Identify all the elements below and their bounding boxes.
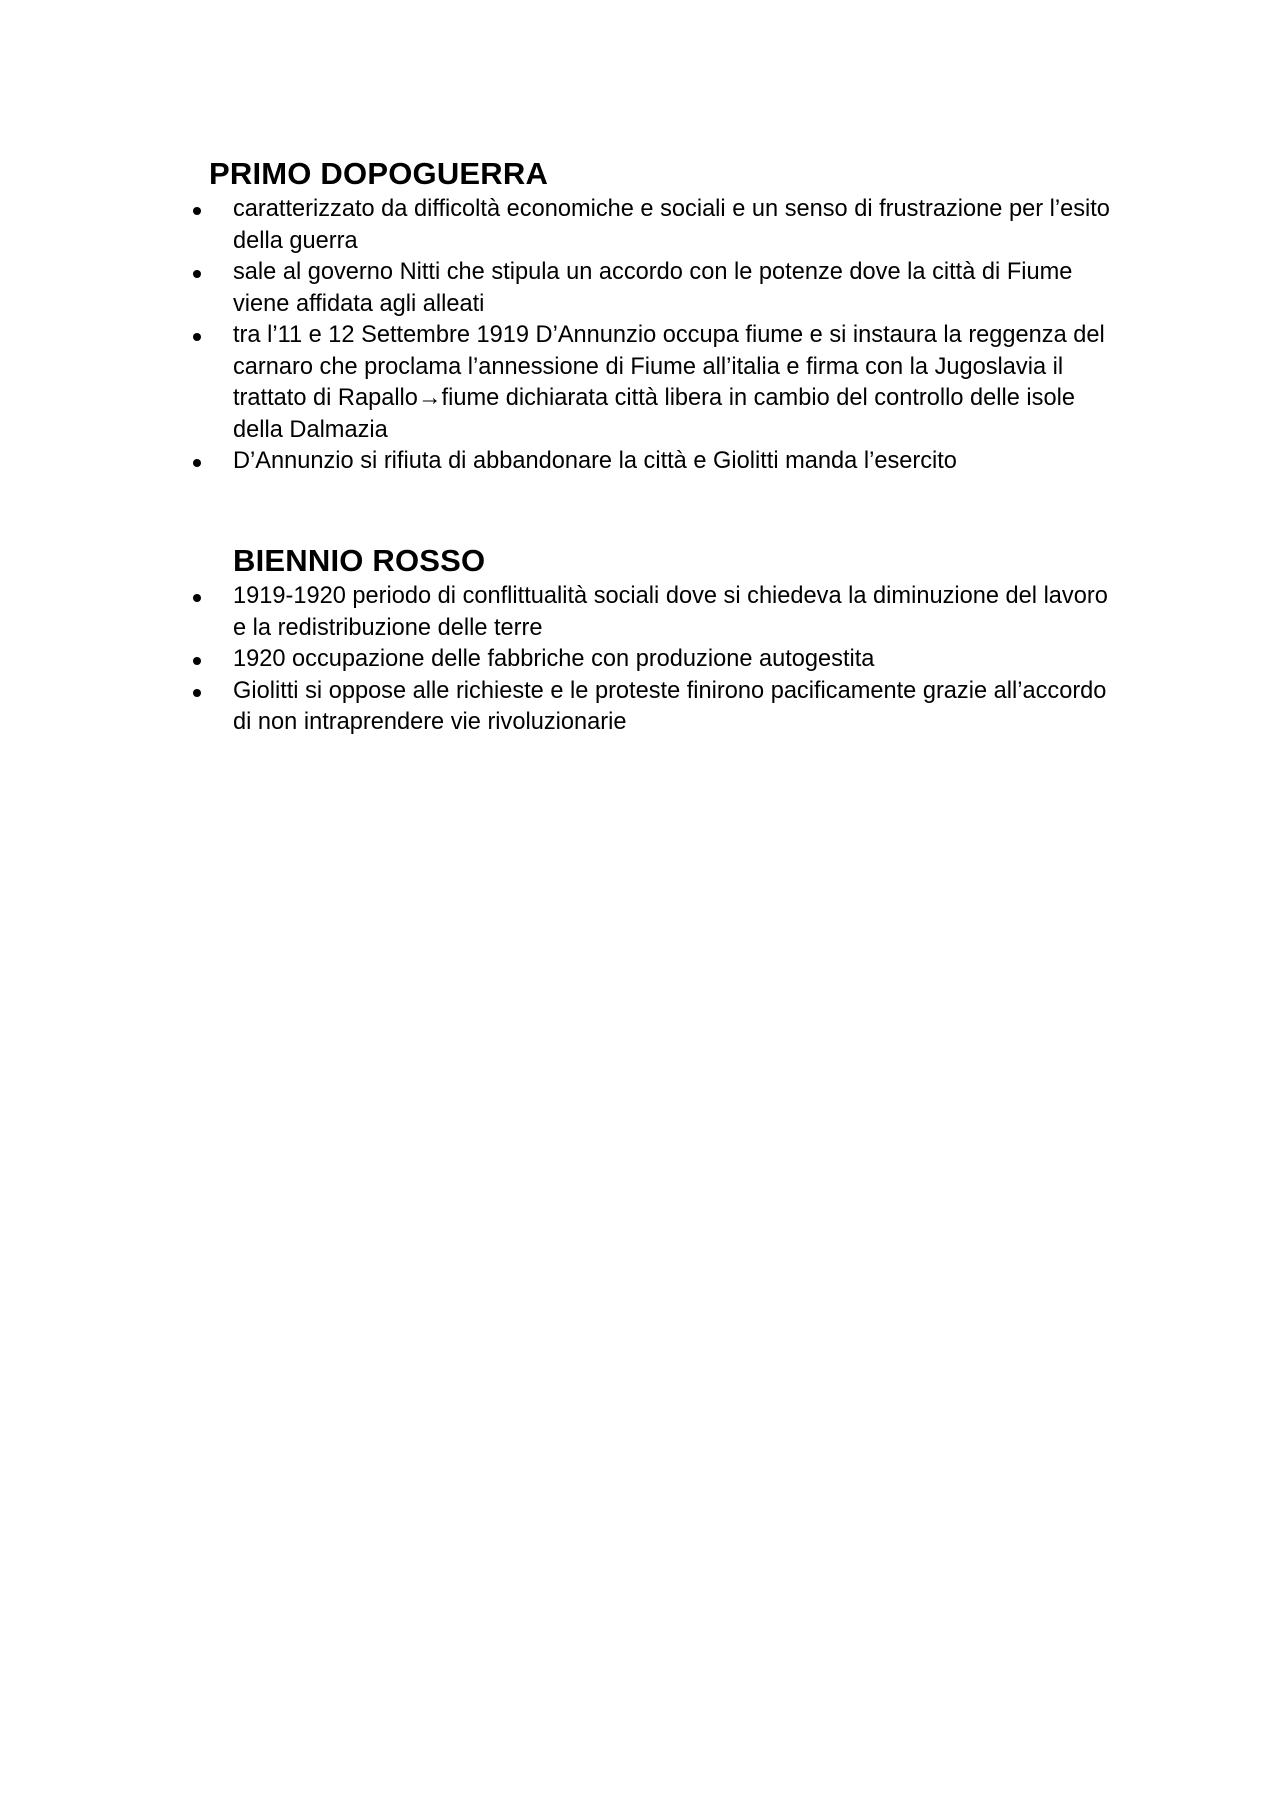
bullet-icon bbox=[193, 270, 201, 278]
section-primo-dopoguerra bbox=[186, 154, 1126, 478]
list-item bbox=[186, 644, 1126, 676]
section-heading: PRIMO DOPOGUERRA bbox=[209, 156, 549, 191]
list-item-text: tra l’11 e 12 Settembre 1919 D’Annunzio occupa fiume e si instaura la reggenza del carnaro che proclama l’annessione di Fiume all’italia e firma con la Jugoslavia il trattato di Rapallo→fiume dichiarata città libera in cambio del controllo delle isole della Dalmazia bbox=[233, 322, 1105, 443]
section-heading: BIENNIO ROSSO bbox=[233, 543, 486, 578]
list-item-text: 1920 occupazione delle fabbriche con produzione autogestita bbox=[233, 646, 875, 672]
bullet-icon bbox=[193, 657, 201, 665]
bullet-icon bbox=[193, 207, 201, 215]
list-item bbox=[186, 257, 1126, 320]
section-biennio-rosso bbox=[186, 541, 1126, 739]
list-item bbox=[186, 320, 1126, 446]
list-item bbox=[186, 676, 1126, 739]
list-item-text: caratterizzato da difficoltà economiche e sociali e un senso di frustrazione per l’esito della guerra bbox=[233, 196, 1110, 254]
list-item-text: sale al governo Nitti che stipula un accordo con le potenze dove la città di Fiume viene affidata agli alleati bbox=[233, 259, 1073, 317]
list-item bbox=[186, 194, 1126, 257]
list-item-text: 1919-1920 periodo di conflittualità sociali dove si chiedeva la diminuzione del lavoro e la redistribuzione delle terre bbox=[233, 583, 1108, 641]
bullet-list bbox=[186, 194, 1126, 478]
list-item bbox=[186, 581, 1126, 644]
bullet-icon bbox=[193, 689, 201, 697]
list-item bbox=[186, 446, 1126, 478]
bullet-icon bbox=[193, 594, 201, 602]
bullet-icon bbox=[193, 459, 201, 467]
list-item-text: Giolitti si oppose alle richieste e le proteste finirono pacificamente grazie all’accordo di non intraprendere vie rivoluzionarie bbox=[233, 677, 1107, 735]
bullet-icon bbox=[193, 333, 201, 341]
list-item-text: D’Annunzio si rifiuta di abbandonare la città e Giolitti manda l’esercito bbox=[233, 448, 957, 474]
bullet-list bbox=[186, 581, 1126, 739]
